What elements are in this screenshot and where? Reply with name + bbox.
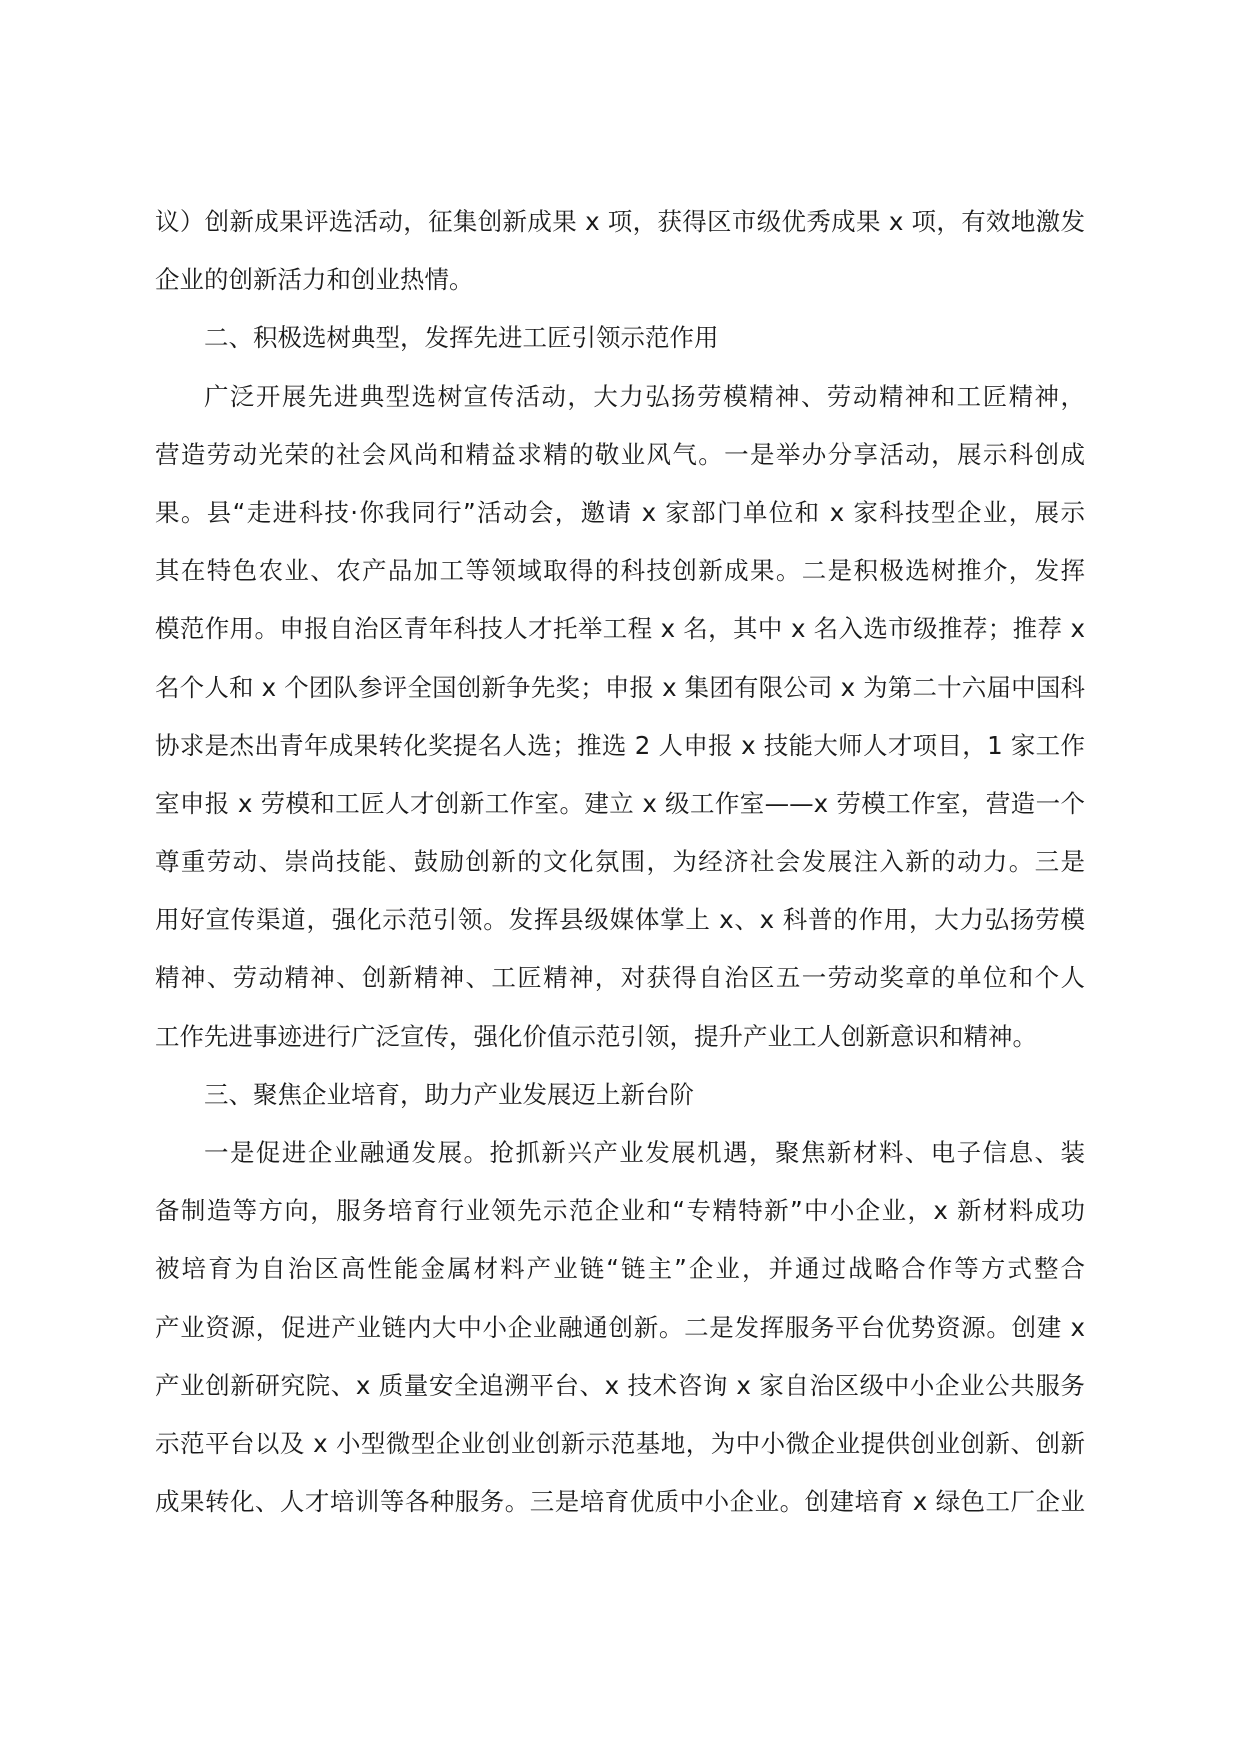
text-line: 室申报 x 劳模和工匠人才创新工作室。建立 x 级工作室——x 劳模工作室，营造一个	[155, 788, 1085, 818]
paragraph	[155, 1066, 1085, 1124]
text-line: 被培育为自治区高性能金属材料产业链“链主”企业，并通过战略合作等方式整合	[155, 1254, 1085, 1284]
text-line: 广泛开展先进典型选树宣传活动，大力弘扬劳模精神、劳动精神和工匠精神，	[204, 381, 1085, 411]
text-line: 其在特色农业、农产品加工等领域取得的科技创新成果。二是积极选树推介，发挥	[155, 556, 1085, 586]
text-line: 精神、劳动精神、创新精神、工匠精神，对获得自治区五一劳动奖章的单位和个人	[155, 963, 1085, 993]
paragraph	[155, 368, 1085, 1066]
text-line: 用好宣传渠道，强化示范引领。发挥县级媒体掌上 x、x 科普的作用，大力弘扬劳模	[155, 905, 1085, 935]
paragraph	[155, 309, 1085, 367]
text-line: 营造劳动光荣的社会风尚和精益求精的敬业风气。一是举办分享活动，展示科创成	[155, 439, 1085, 469]
text-line: 备制造等方向，服务培育行业领先示范企业和“专精特新”中小企业，x 新材料成功	[155, 1196, 1085, 1226]
text-line: 成果转化、人才培训等各种服务。三是培育优质中小企业。创建培育 x 绿色工厂企业	[155, 1487, 1085, 1517]
text-line: 一是促进企业融通发展。抢抓新兴产业发展机遇，聚焦新材料、电子信息、装	[204, 1138, 1085, 1167]
paragraph	[155, 193, 1085, 309]
text-line: 名个人和 x 个团队参评全国创新争先奖；申报 x 集团有限公司 x 为第二十六届中国科	[155, 672, 1085, 702]
text-line: 工作先进事迹进行广泛宣传，强化价值示范引领，提升产业工人创新意识和精神。	[155, 1021, 1037, 1051]
text-line: 果。县“走进科技·你我同行”活动会，邀请 x 家部门单位和 x 家科技型企业，展示	[155, 497, 1085, 527]
text-line: 议）创新成果评选活动，征集创新成果 x 项，获得区市级优秀成果 x 项，有效地激发	[155, 207, 1085, 236]
text-line: 示范平台以及 x 小型微型企业创业创新示范基地，为中小微企业提供创业创新、创新	[155, 1428, 1085, 1458]
text-line: 产业创新研究院、x 质量安全追溯平台、x 技术咨询 x 家自治区级中小企业公共服务	[155, 1370, 1085, 1400]
document-body	[155, 193, 1085, 1531]
text-line: 企业的创新活力和创业热情。	[155, 265, 474, 295]
text-line: 尊重劳动、崇尚技能、鼓励创新的文化氛围，为经济社会发展注入新的动力。三是	[155, 847, 1085, 877]
text-line: 二、积极选树典型，发挥先进工匠引领示范作用	[204, 323, 719, 353]
text-line: 产业资源，促进产业链内大中小企业融通创新。二是发挥服务平台优势资源。创建 x	[155, 1312, 1085, 1342]
paragraph	[155, 1124, 1085, 1531]
text-line: 协求是杰出青年成果转化奖提名人选；推选 2 人申报 x 技能大师人才项目，1 家工作	[155, 730, 1085, 760]
text-line: 模范作用。申报自治区青年科技人才托举工程 x 名，其中 x 名入选市级推荐；推荐 x	[155, 614, 1085, 644]
text-line: 三、聚焦企业培育，助力产业发展迈上新台阶	[204, 1079, 694, 1109]
